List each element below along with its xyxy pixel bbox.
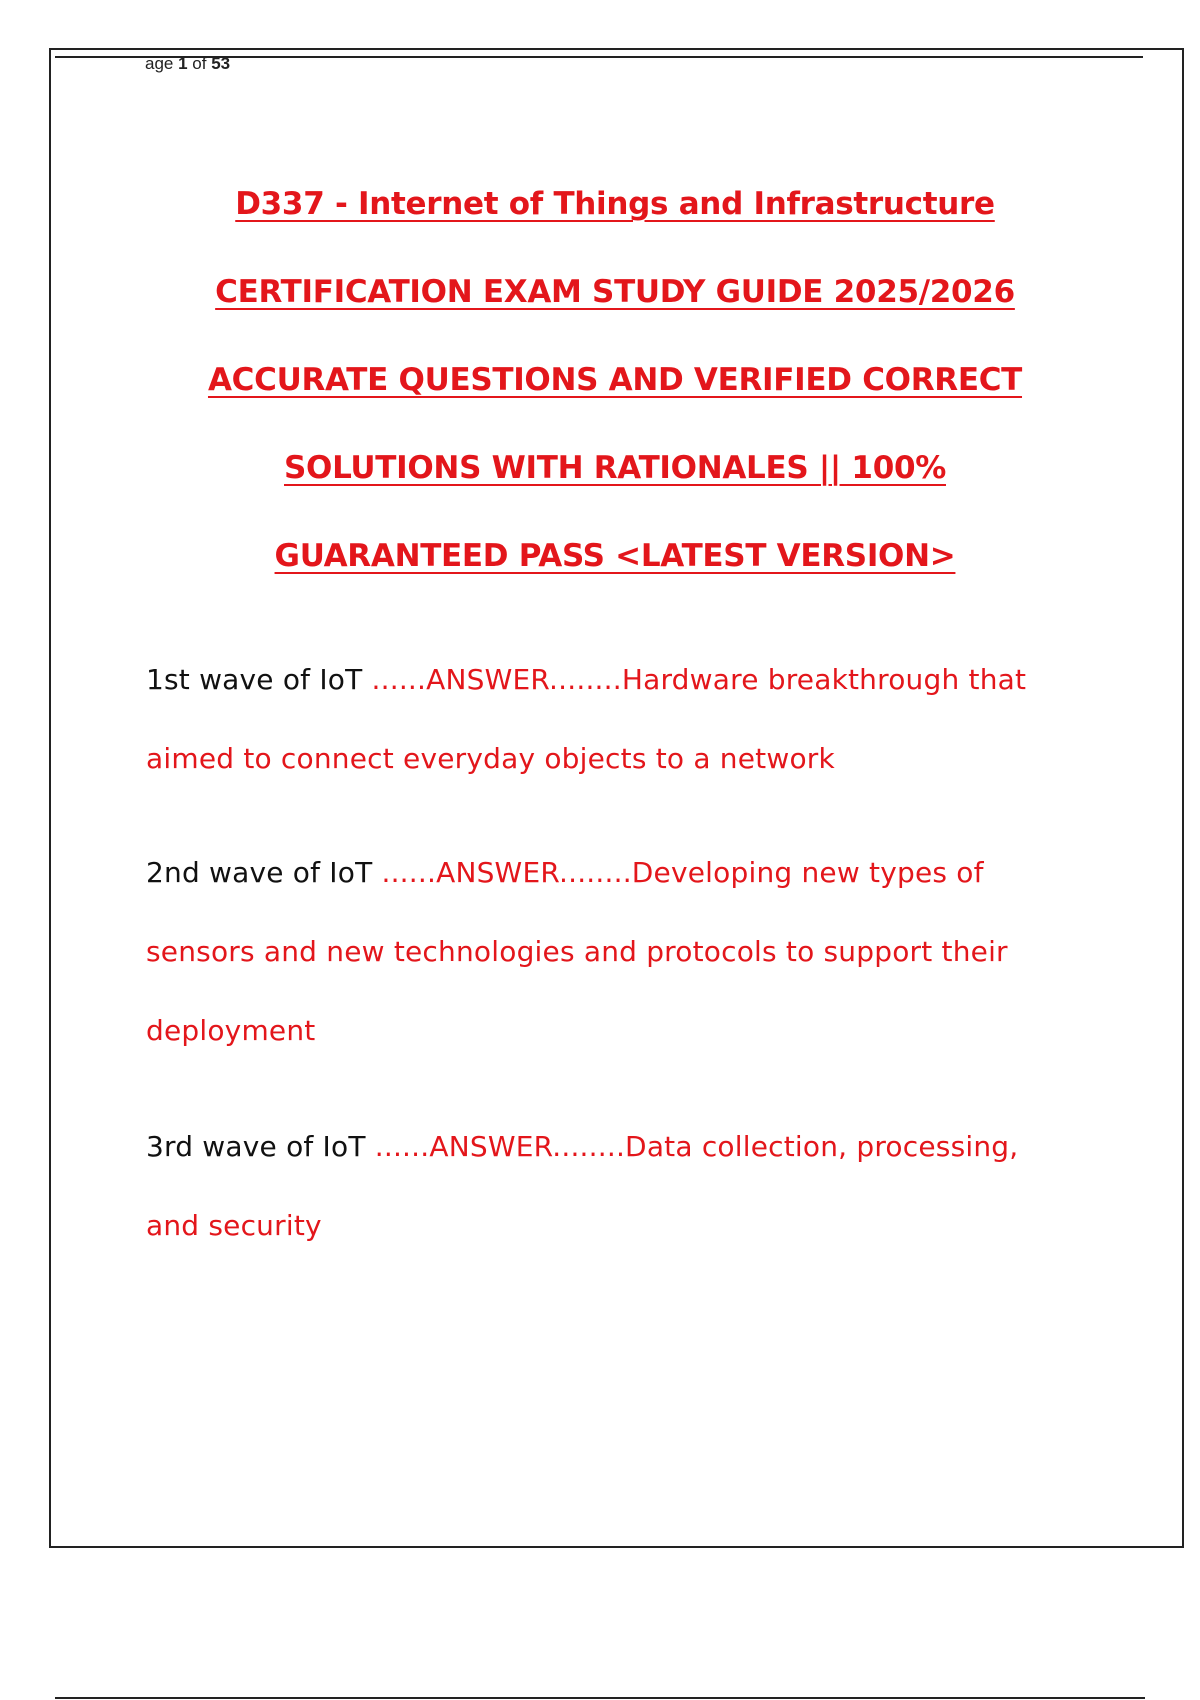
title-line-2: CERTIFICATION EXAM STUDY GUIDE 2025/2026 (215, 274, 1015, 310)
qa-item-1 (146, 640, 1066, 798)
answer-text: ......ANSWER........Developing new types of sensors and new technologies and protocols to support their deployment (146, 856, 1008, 1047)
qa-item-2 (146, 833, 1066, 1070)
title-line-5: GUARANTEED PASS <LATEST VERSION> (274, 538, 956, 574)
answer-text: ......ANSWER........Hardware breakthrough that aimed to connect everyday objects to a network (146, 663, 1027, 775)
title-line-3: ACCURATE QUESTIONS AND VERIFIED CORRECT (207, 362, 1023, 398)
question-text: 1st wave of IoT (146, 663, 372, 696)
qa-item-3 (146, 1107, 1066, 1265)
footer-rule (55, 1697, 1145, 1699)
question-text: 2nd wave of IoT (146, 856, 382, 889)
document-title (100, 180, 1130, 620)
answer-text: ......ANSWER........Data collection, processing, and security (146, 1130, 1019, 1242)
title-line-1: D337 - Internet of Things and Infrastructure (235, 186, 995, 222)
question-text: 3rd wave of IoT (146, 1130, 375, 1163)
page-number: age 1 of 53 (145, 54, 231, 73)
title-line-4: SOLUTIONS WITH RATIONALES || 100% (284, 450, 946, 486)
